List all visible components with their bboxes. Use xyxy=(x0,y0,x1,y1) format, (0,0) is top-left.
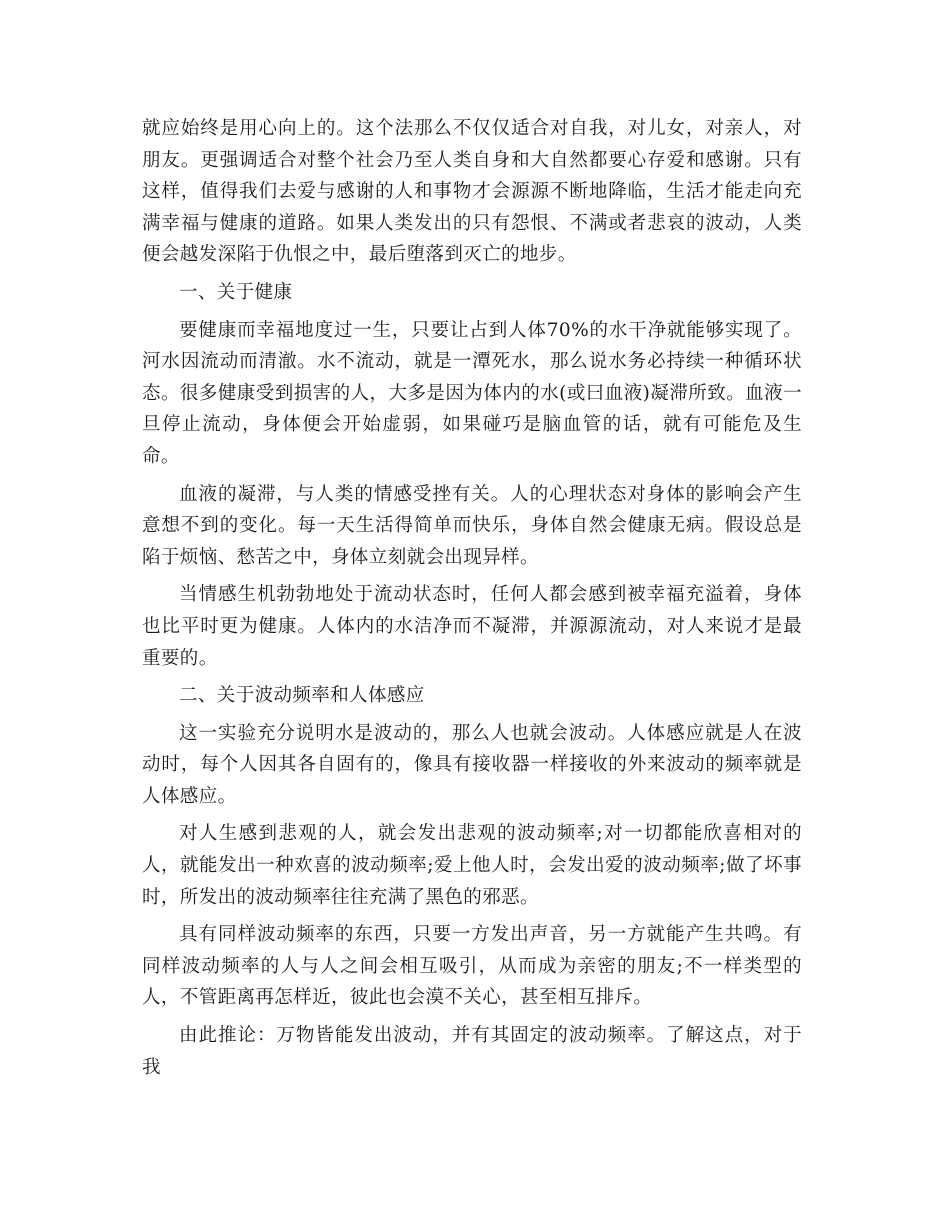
paragraph: 对人生感到悲观的人，就会发出悲观的波动频率;对一切都能欣喜相对的人，就能发出一种欢喜的波动频率;爱上他人时，会发出爱的波动频率;做了坏事时，所发出的波动频率往往充满了黑色的邪恶。 xyxy=(142,823,802,908)
paragraph: 具有同样波动频率的东西，只要一方发出声音，另一方就能产生共鸣。有同样波动频率的人与人之间会相互吸引，从而成为亲密的朋友;不一样类型的人，不管距离再怎样近，彼此也会漠不关心，甚至相互排斥。 xyxy=(142,924,802,1009)
document-body xyxy=(142,113,802,1083)
paragraph: 当情感生机勃勃地处于流动状态时，任何人都会感到被幸福充溢着，身体也比平时更为健康。人体内的水洁净而不凝滞，并源源流动，对人来说才是最重要的。 xyxy=(142,584,802,669)
paragraph: 要健康而幸福地度过一生，只要让占到人体70%的水干净就能够实现了。河水因流动而清澈。水不流动，就是一潭死水，那么说水务必持续一种循环状态。很多健康受到损害的人，大多是因为体内的水(或曰血液)凝滞所致。血液一旦停止流动，身体便会开始虚弱，如果碰巧是脑血管的话，就有可能危及生命。 xyxy=(142,319,802,467)
paragraph-continuation: 就应始终是用心向上的。这个法那么不仅仅适合对自我，对儿女，对亲人，对朋友。更强调适合对整个社会乃至人类自身和大自然都要心存爱和感谢。只有这样，值得我们去爱与感谢的人和事物才会源源不断地降临，生活才能走向充满幸福与健康的道路。如果人类发出的只有怨恨、不满或者悲哀的波动，人类便会越发深陷于仇恨之中，最后堕落到灭亡的地步。 xyxy=(142,118,802,266)
paragraph: 由此推论：万物皆能发出波动，并有其固定的波动频率。了解这点，对于我 xyxy=(142,1025,802,1078)
paragraph: 血液的凝滞，与人类的情感受挫有关。人的心理状态对身体的影响会产生意想不到的变化。每一天生活得简单而快乐，身体自然会健康无病。假设总是陷于烦恼、愁苦之中，身体立刻就会出现异样。 xyxy=(142,483,802,568)
section-heading-health: 一、关于健康 xyxy=(179,281,293,303)
section-heading-frequency: 二、关于波动频率和人体感应 xyxy=(179,685,425,707)
paragraph: 这一实验充分说明水是波动的，那么人也就会波动。人体感应就是人在波动时，每个人因其各自固有的，像具有接收器一样接收的外来波动的频率就是人体感应。 xyxy=(142,722,802,807)
